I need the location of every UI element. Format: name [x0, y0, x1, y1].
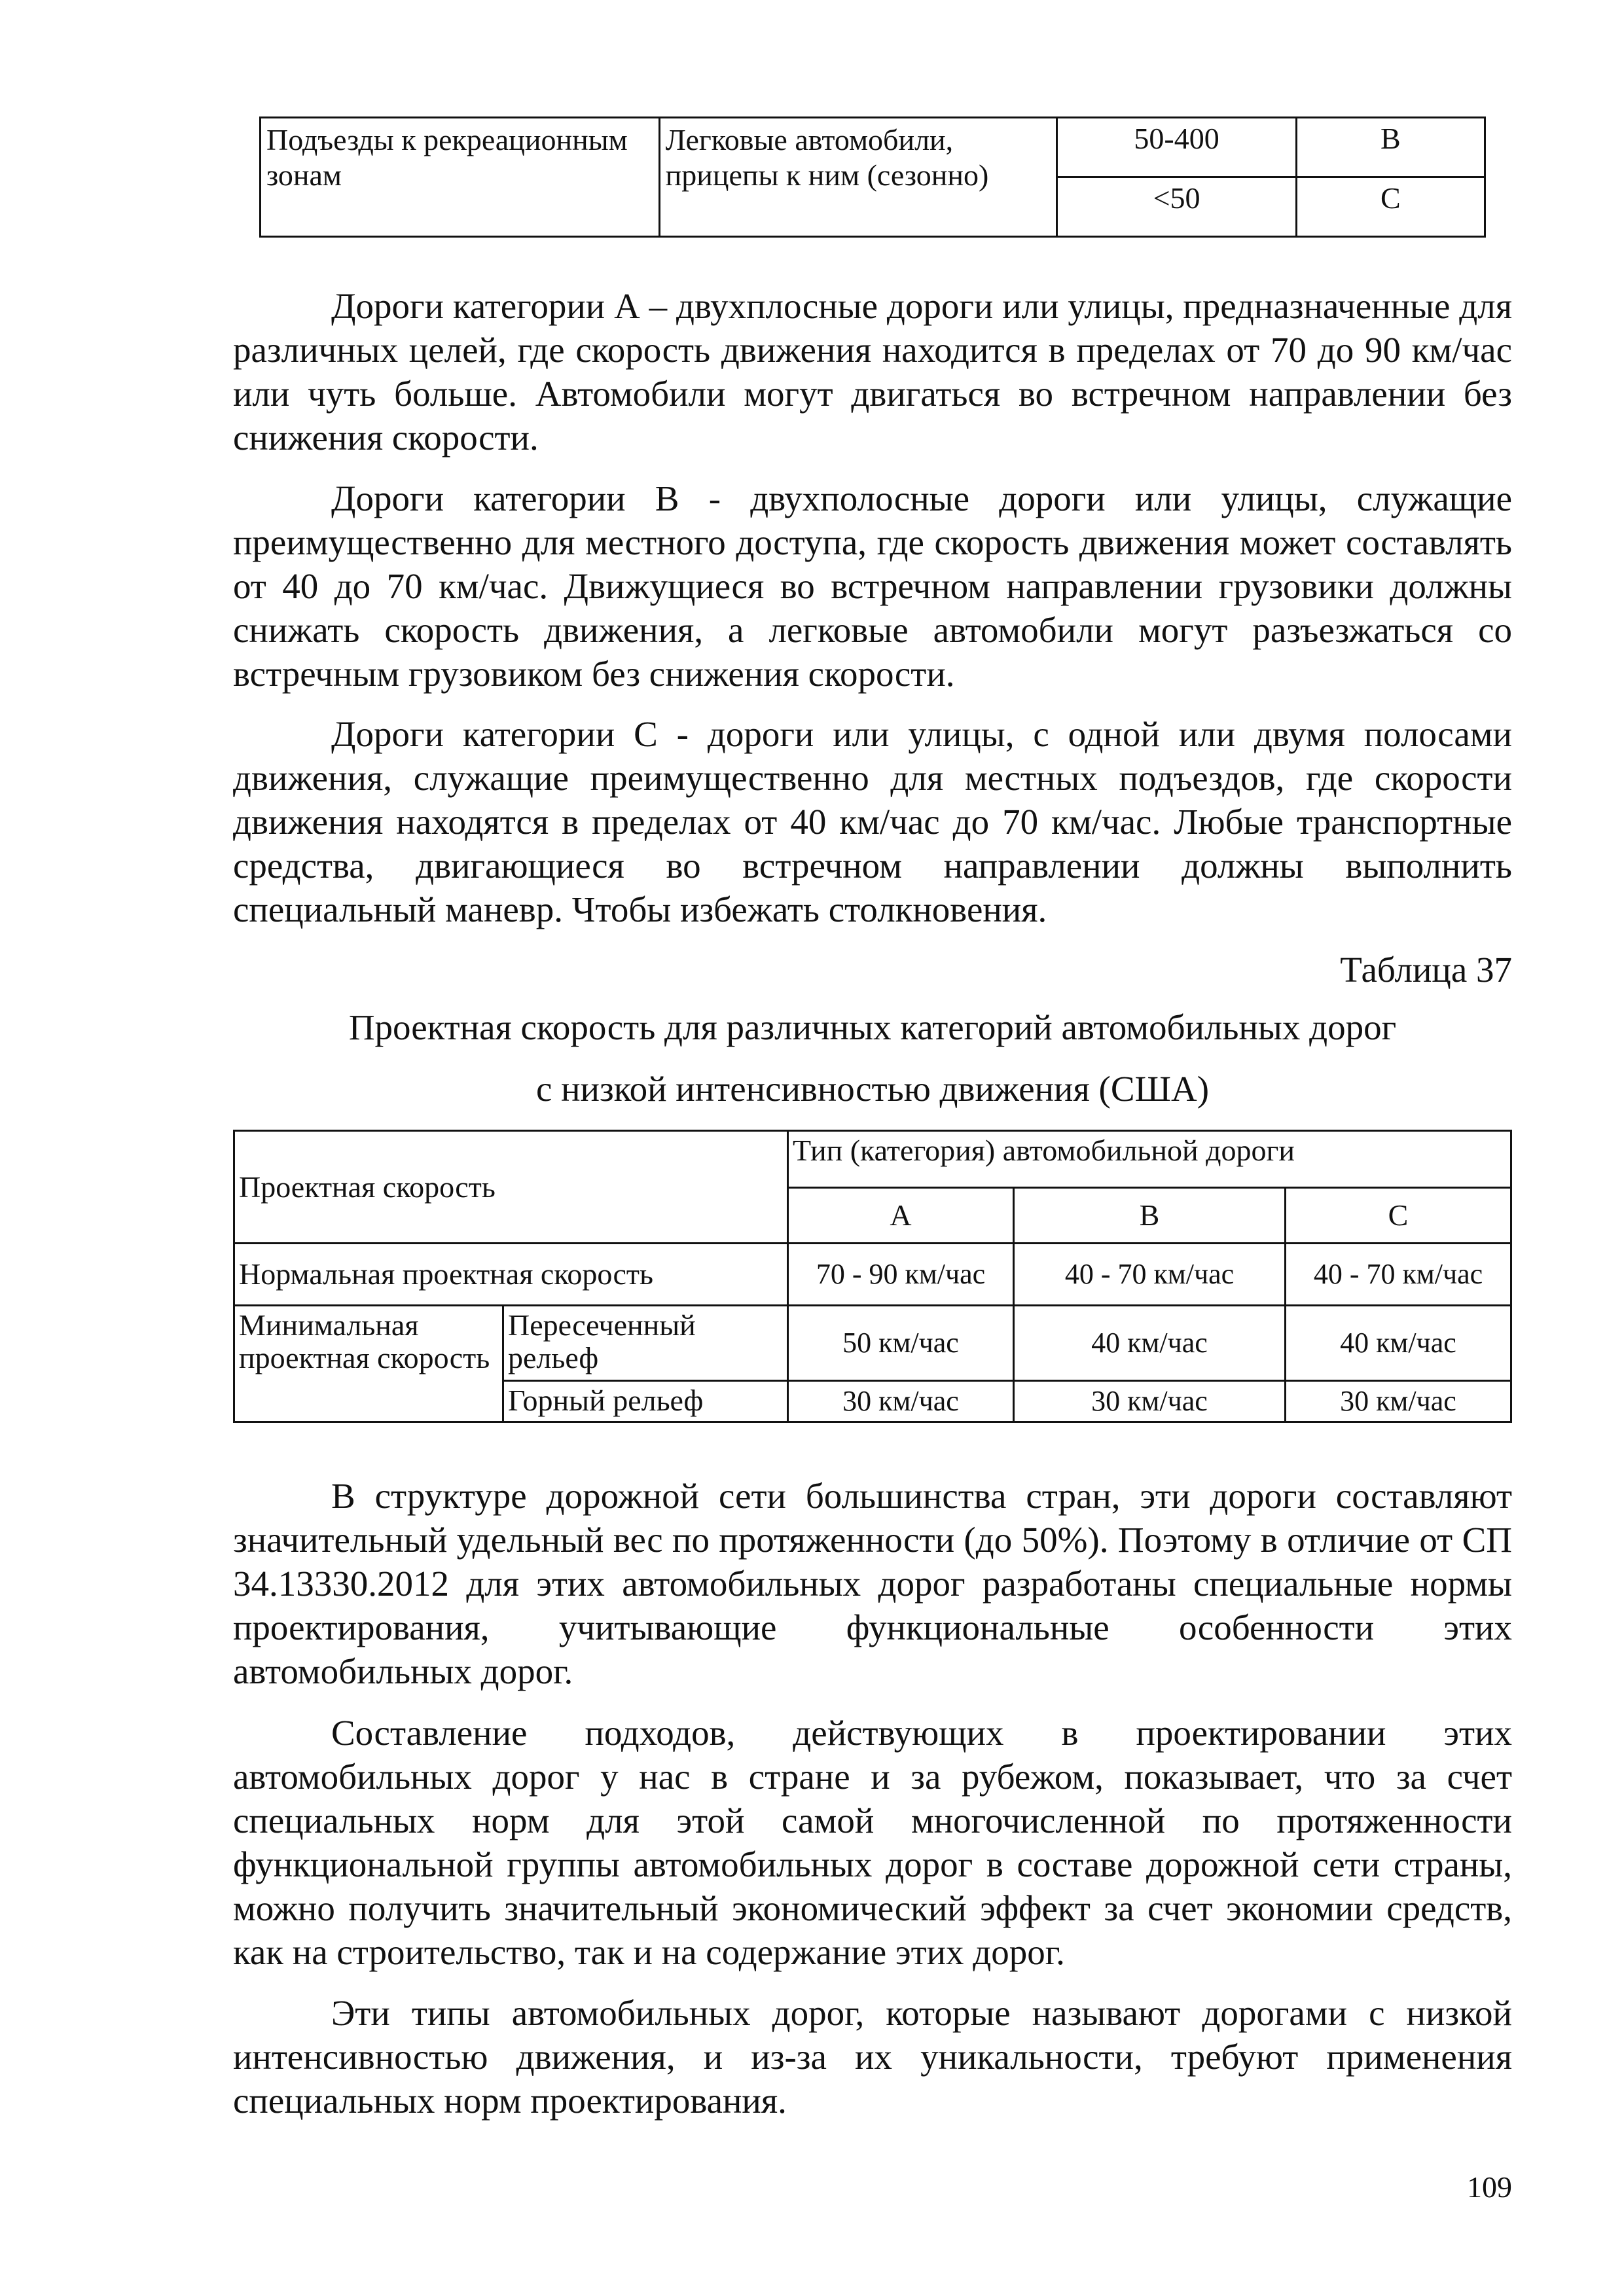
table-row: [234, 1306, 1511, 1381]
table-cell: 50-400: [1057, 118, 1296, 177]
page-number: 109: [1467, 2170, 1512, 2204]
paragraph: Дороги категории С - дороги или улицы, с одной или двумя полосами движения, служащие преимущественно для местных подъездов, где скорости движения находятся в пределах от 40 км/час до 70 км/час. Любые транспортные средства, двигающиеся во встречном направлении должны выполнить специальный маневр. Чтобы избежать столкновения.: [233, 714, 1512, 929]
header-group: Тип (категория) автомобильной дороги: [788, 1131, 1511, 1188]
mountain-label: Горный рельеф: [503, 1381, 788, 1422]
table-row: [261, 118, 1485, 177]
normal-label: Нормальная проектная скорость: [234, 1244, 788, 1306]
table-cell: 40 - 70 км/час: [1286, 1244, 1511, 1306]
table-cell: 50 км/час: [788, 1306, 1014, 1381]
table-cell: 30 км/час: [788, 1381, 1014, 1422]
paragraph: В структуре дорожной сети большинства стран, эти дороги составляют значительный удельный вес по протяженности (до 50%). Поэтому в отличие от СП 34.13330.2012 для этих автомобильных дорог разработаны специальные нормы проектирования, учитывающие функциональные особенности этих автомобильных дорог.: [233, 1476, 1512, 1691]
table-title: Проектная скорость для различных категорий автомобильных дорог: [348, 1007, 1397, 1047]
category-a: А: [788, 1188, 1014, 1244]
top-table: [259, 117, 1486, 238]
min-label: Минимальная проектная скорость: [234, 1306, 503, 1422]
document-page: [233, 0, 1512, 2296]
paragraph: Эти типы автомобильных дорог, которые называют дорогами с низкой интенсивностью движения, и из-за их уникальности, требуют применения специальных норм проектирования.: [233, 1993, 1512, 2121]
table-cell: 70 - 90 км/час: [788, 1244, 1014, 1306]
table-label: Таблица 37: [1340, 950, 1512, 990]
table-cell: 40 - 70 км/час: [1014, 1244, 1286, 1306]
rough-label: Пересеченный рельеф: [503, 1306, 788, 1381]
paragraph: Дороги категории В - двухполосные дороги или улицы, служащие преимущественно для местного доступа, где скорость движения может составлять от 40 до 70 км/час. Движущиеся во встречном направлении грузовики должны снижать скорость движения, а легковые автомобили могут разъезжаться со встречным грузовиком без снижения скорости.: [233, 478, 1512, 694]
table-row: [234, 1131, 1511, 1188]
table-cell: 40 км/час: [1286, 1306, 1511, 1381]
paragraph: Дороги категории А – двухплосные дороги или улицы, предназначенные для различных целей, где скорость движения находится в пределах от 70 до 90 км/час или чуть больше. Автомобили могут двигаться во встречном направлении без снижения скорости.: [233, 286, 1512, 457]
table-cell: 40 км/час: [1014, 1306, 1286, 1381]
speed-table: [233, 1130, 1512, 1423]
table-cell: <50: [1057, 177, 1296, 237]
table-cell: 30 км/час: [1286, 1381, 1511, 1422]
table-cell: Подъезды к рекреационным зонам: [261, 118, 660, 237]
table-cell: 30 км/час: [1014, 1381, 1286, 1422]
category-b: В: [1014, 1188, 1286, 1244]
category-c: С: [1286, 1188, 1511, 1244]
paragraph: Составление подходов, действующих в проектировании этих автомобильных дорог у нас в стране и за рубежом, показывает, что за счет специальных норм для этой самой многочисленной по протяженности функциональной группы автомобильных дорог в составе дорожной сети страны, можно получить значительный экономический эффект за счет экономии средств, как на строительство, так и на содержание этих дорог.: [233, 1713, 1512, 1972]
header-left: Проектная скорость: [234, 1131, 788, 1244]
table-title-line2: с низкой интенсивностью движения (США): [535, 1069, 1210, 1109]
table-cell: Легковые автомобили, прицепы к ним (сезонно): [659, 118, 1057, 237]
table-row: [234, 1244, 1511, 1306]
table-cell: С: [1296, 177, 1485, 237]
table-cell: В: [1296, 118, 1485, 177]
